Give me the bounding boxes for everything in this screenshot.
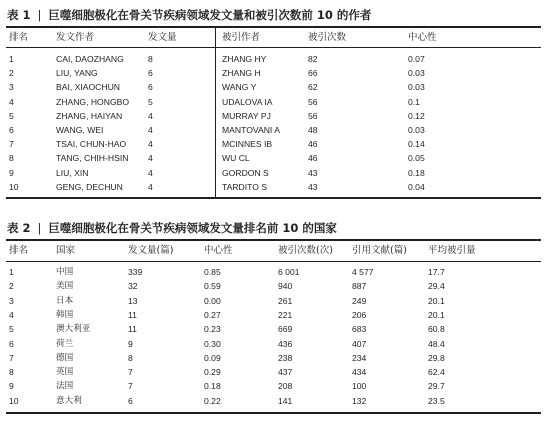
table1-row-author: TANG, CHIH-HSIN [56,153,129,164]
table1-header-rule [6,47,541,48]
table1-row-count: 4 [148,110,153,121]
table2-header-centrality: 中心性 [204,245,233,256]
table1-caption-sep: | [37,8,42,22]
table2-row-avg-cited: 48.4 [428,338,445,349]
table1-row-author: ZHANG, HAIYAN [56,110,123,121]
table1-row-centrality: 0.03 [408,68,425,79]
table1-row-rank: 1 [9,54,14,64]
table2-row-references: 887 [352,281,367,292]
table1-row-author: BAI, XIAOCHUN [56,82,120,93]
table1-row-count: 5 [148,96,153,107]
table2-row-country: 荷兰 [56,338,74,349]
table1-row-centrality: 0.14 [408,139,425,150]
table2-row-rank: 5 [9,324,14,335]
table1-row-centrality: 0.05 [408,153,425,164]
table1-row-count: 4 [148,139,153,150]
table1-row-cited-author: WANG Y [222,82,257,93]
table1-header-author: 发文作者 [56,32,95,43]
table1-caption [7,8,371,22]
table1-row-citations: 46 [308,153,318,164]
table2-header-citations: 被引次数(次) [278,245,333,256]
table2-row-centrality: 0.59 [204,281,221,292]
table1-top-rule [6,26,541,28]
table1-row-cited-author: ZHANG HY [222,54,267,64]
table2-row-count: 13 [128,295,138,306]
table2-row-centrality: 0.23 [204,324,221,335]
table1-row-cited-author: GORDON S [222,167,269,178]
table2-row-citations: 238 [278,352,293,363]
table1-row-cited-author: UDALOVA IA [222,96,273,107]
table1-row-author: TSAI, CHUN-HAO [56,139,127,150]
table2-caption [7,221,337,235]
table1-row-cited-author: ZHANG H [222,68,261,79]
table2-row-citations: 940 [278,281,293,292]
table1-row-author: GENG, DECHUN [56,181,123,192]
table1-row-citations: 56 [308,96,318,107]
table2-row-citations: 221 [278,309,293,320]
table1-row-citations: 48 [308,125,318,135]
table2-top-rule [6,239,541,241]
table1-row-count: 6 [148,68,153,79]
table1-caption-text: 巨噬细胞极化在骨关节疾病领域发文量和被引次数前 10 的作者 [48,8,372,22]
table1-header-cited-author: 被引作者 [222,32,261,43]
table1-row-rank: 7 [9,139,14,150]
table1-row-rank: 4 [9,96,14,107]
table1-row-count: 4 [148,167,153,178]
table2-row-avg-cited: 62.4 [428,367,445,378]
table1-row-centrality: 0.18 [408,167,425,178]
table2-row-rank: 8 [9,367,14,378]
table1-header-count: 发文量 [148,32,177,43]
table1-column-divider [215,26,216,197]
table1-row-author: WANG, WEI [56,125,104,135]
table2-row-country: 法国 [56,381,74,392]
table1-row-count: 4 [148,125,153,135]
table2-row-centrality: 0.85 [204,267,221,277]
table1-row-centrality: 0.03 [408,125,425,135]
table2-row-avg-cited: 20.1 [428,309,445,320]
table1-row-citations: 56 [308,110,318,121]
table2-caption-sep: | [37,221,42,235]
table1-row-count: 4 [148,181,153,192]
table2-caption-text: 巨噬细胞极化在骨关节疾病领域发文量排名前 10 的国家 [48,221,337,235]
table2-header-references: 引用文献(篇) [352,245,407,256]
table2-row-references: 206 [352,309,367,320]
table2-row-country: 澳大利亚 [56,324,91,335]
table1-row-author: LIU, YANG [56,68,98,79]
table2-row-country: 意大利 [56,395,82,406]
table1-row-count: 8 [148,54,153,64]
table2-row-country: 日本 [56,295,74,306]
table2-row-avg-cited: 17.7 [428,267,445,277]
table2-row-citations: 261 [278,295,293,306]
table2-row-count: 7 [128,367,133,378]
table1-row-author: CAI, DAOZHANG [56,54,124,64]
table1-row-citations: 82 [308,54,318,64]
table2-row-count: 9 [128,338,133,349]
table1-row-rank: 9 [9,167,14,178]
table2-row-references: 4 577 [352,267,374,277]
table2-row-centrality: 0.27 [204,309,221,320]
table2-row-references: 100 [352,381,367,392]
table2-row-country: 韩国 [56,309,74,320]
table2-row-rank: 7 [9,352,14,363]
table2-caption-label: 表 2 [7,221,31,235]
table1-row-citations: 66 [308,68,318,79]
table2-row-country: 中国 [56,267,74,277]
table2-row-count: 32 [128,281,138,292]
table2-row-references: 132 [352,395,367,406]
table1-row-citations: 43 [308,181,318,192]
table2-row-centrality: 0.18 [204,381,221,392]
table1-bottom-rule [6,197,541,199]
table1-row-cited-author: WU CL [222,153,250,164]
table1-row-citations: 43 [308,167,318,178]
table2-row-rank: 6 [9,338,14,349]
table2-bottom-rule [6,412,541,414]
table2-row-references: 249 [352,295,367,306]
table2-row-count: 6 [128,395,133,406]
table2-row-centrality: 0.22 [204,395,221,406]
table2-row-avg-cited: 23.5 [428,395,445,406]
table2-row-count: 11 [128,309,137,320]
table1-row-rank: 10 [9,181,19,192]
table1-row-rank: 2 [9,68,14,79]
table2-row-centrality: 0.29 [204,367,221,378]
table2-row-citations: 6 001 [278,267,300,277]
table1-header-rank: 排名 [9,32,29,43]
table2-row-centrality: 0.30 [204,338,221,349]
table1-row-citations: 46 [308,139,318,150]
table2-row-citations: 208 [278,381,293,392]
table1-row-rank: 6 [9,125,14,135]
table2-row-citations: 669 [278,324,293,335]
table1-row-centrality: 0.07 [408,54,425,64]
table2-row-rank: 10 [9,395,19,406]
table2-row-references: 683 [352,324,367,335]
table2-row-avg-cited: 29.7 [428,381,445,392]
table2-row-rank: 2 [9,281,14,292]
table2-row-country: 美国 [56,281,74,292]
table1-row-count: 6 [148,82,153,93]
table2-header-rank: 排名 [9,245,29,256]
table2-row-references: 407 [352,338,367,349]
table1-row-centrality: 0.1 [408,96,420,107]
table2-row-country: 英国 [56,367,74,378]
table1-row-cited-author: MANTOVANI A [222,125,280,135]
table1-row-author: LIU, XIN [56,167,89,178]
table2-row-citations: 436 [278,338,293,349]
table2-row-avg-cited: 60.8 [428,324,445,335]
table2-header-rule [6,261,541,262]
table2-row-centrality: 0.00 [204,295,221,306]
table1-row-citations: 62 [308,82,318,93]
table2-row-citations: 437 [278,367,293,378]
table2-row-citations: 141 [278,395,293,406]
table2-row-count: 8 [128,352,133,363]
table2-row-count: 11 [128,324,137,335]
table1-row-cited-author: MCINNES IB [222,139,273,150]
table2-header-country: 国家 [56,245,76,256]
table1-row-cited-author: MURRAY PJ [222,110,271,121]
table1-row-centrality: 0.04 [408,181,425,192]
table2-row-avg-cited: 29.8 [428,352,445,363]
table2-row-rank: 9 [9,381,14,392]
table2-row-count: 339 [128,267,143,277]
table2-row-avg-cited: 20.1 [428,295,445,306]
table2-row-references: 434 [352,367,367,378]
table1-row-rank: 8 [9,153,14,164]
table2-row-count: 7 [128,381,133,392]
table1-row-cited-author: TARDITO S [222,181,268,192]
table2-row-rank: 4 [9,309,14,320]
table2-row-rank: 3 [9,295,14,306]
table1-row-centrality: 0.03 [408,82,425,93]
table2-header-avg-cited: 平均被引量 [428,245,476,256]
table1-caption-label: 表 1 [7,8,31,22]
table1-row-author: ZHANG, HONGBO [56,96,130,107]
table2-row-references: 234 [352,352,367,363]
table1-row-rank: 5 [9,110,14,121]
table2-row-rank: 1 [9,267,14,277]
table2-header-count: 发文量(篇) [128,245,174,256]
table1-row-centrality: 0.12 [408,110,425,121]
table2-row-country: 德国 [56,352,74,363]
table2-row-avg-cited: 29.4 [428,281,445,292]
table1-header-centrality: 中心性 [408,32,437,43]
table1-header-citations: 被引次数 [308,32,347,43]
table1-row-rank: 3 [9,82,14,93]
table2-row-centrality: 0.09 [204,352,221,363]
table1-row-count: 4 [148,153,153,164]
